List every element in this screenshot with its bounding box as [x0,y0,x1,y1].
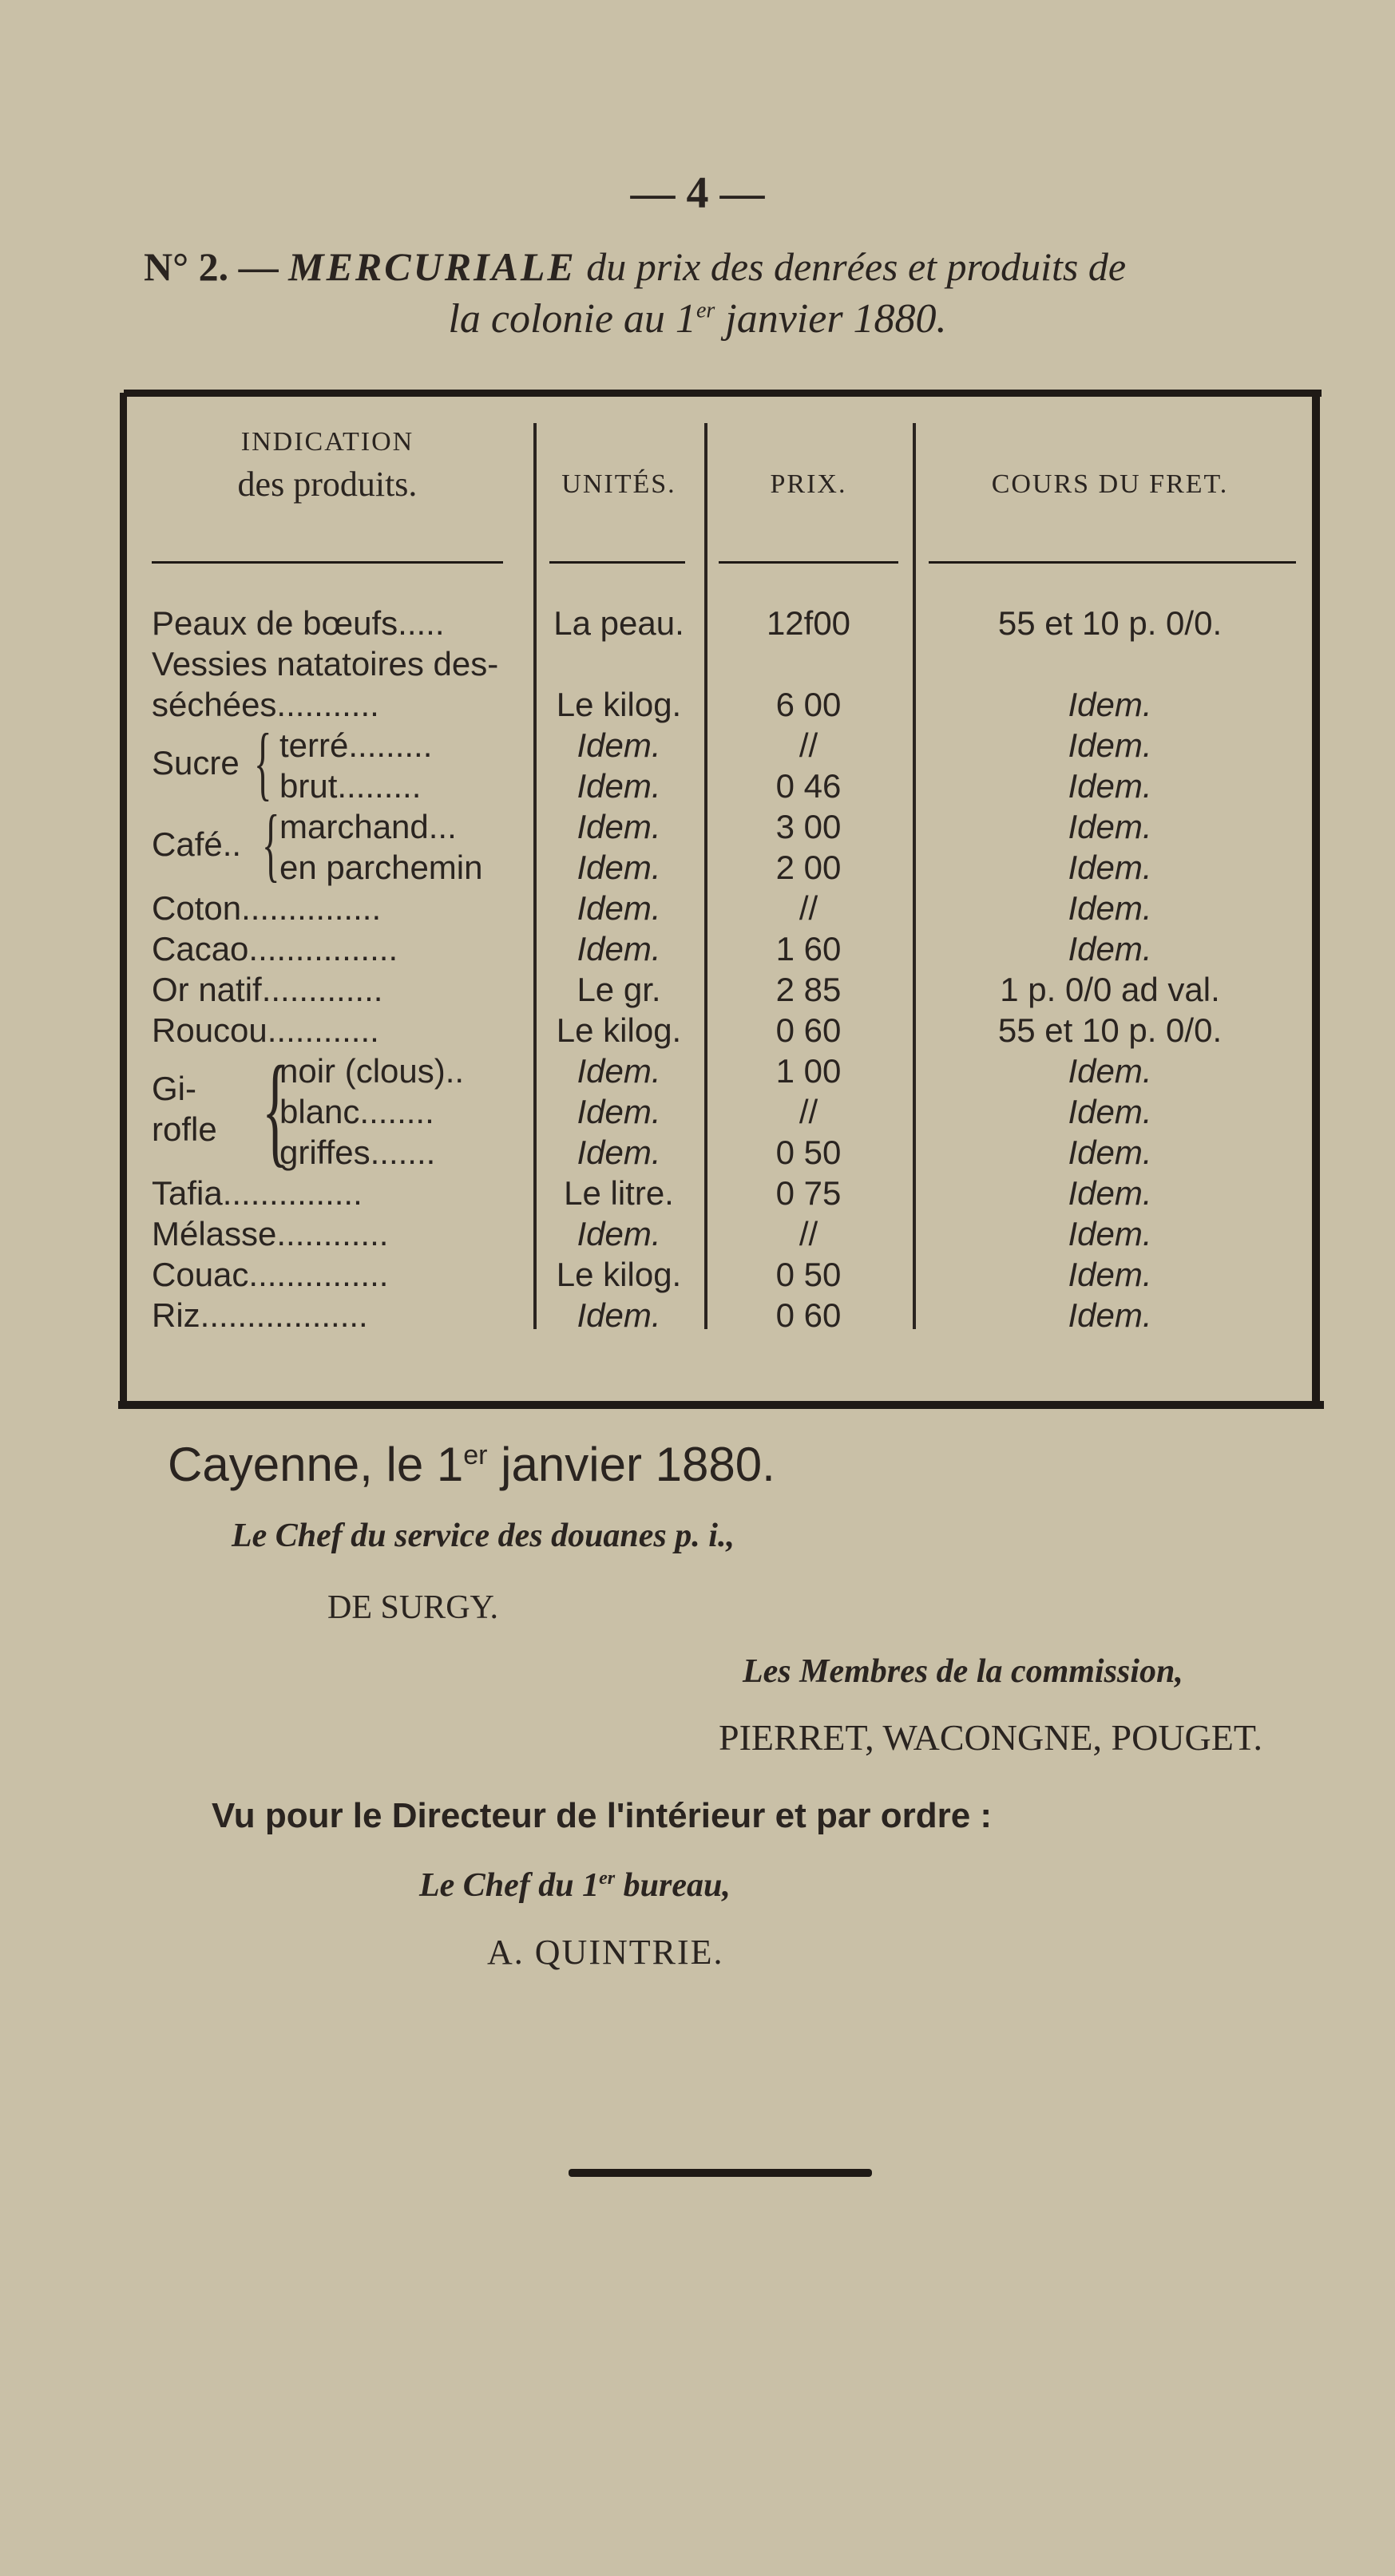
cell-unit: La peau. [553,604,684,642]
chef-bureau [419,1866,731,1905]
cell-product: Riz.................. [152,1296,368,1334]
title-number: N° 2. — [144,244,279,289]
cell-product: Vessies natatoires des- [152,645,499,683]
table-top-rule [124,390,1322,397]
header-fret: COURS DU FRET. [991,469,1229,499]
table-right-border [1312,393,1320,1407]
cell-unit: Le kilog. [556,686,682,723]
header-unites: UNITÉS. [561,469,676,499]
cell-price: 2 00 [775,849,842,886]
cell-unit: Idem. [577,930,661,967]
cell-fret: Idem. [1068,889,1152,927]
header-prix: PRIX. [770,469,847,499]
cell-fret: Idem. [1068,686,1152,723]
table-bottom-rule [118,1401,1324,1409]
cell-unit: Idem. [577,726,661,764]
cell-group-label: Café.. [152,825,242,863]
group-brace: { [254,717,272,809]
cell-price: 0 60 [775,1011,842,1049]
quintrie: A. QUINTRIE. [487,1933,724,1972]
cell-unit: Idem. [577,767,661,805]
subtitle-sup: er [696,298,715,323]
cell-price: 0 75 [775,1174,842,1212]
cell-fret: Idem. [1068,808,1152,845]
cell-price: // [799,1215,818,1252]
cell-price: // [799,726,818,764]
cell-unit: Idem. [577,1093,661,1130]
cell-price: 1 60 [775,930,842,967]
cell-fret: Idem. [1068,1256,1152,1293]
cell-unit: Le kilog. [556,1011,682,1049]
cell-fret: Idem. [1068,1174,1152,1212]
place-date-pre: Cayenne, le 1 [168,1438,464,1491]
table-left-border [120,393,127,1407]
page-number: — 4 — [630,168,765,218]
cell-price: // [799,889,818,927]
cell-unit: Idem. [577,808,661,845]
subtitle-pre: la colonie au 1 [448,296,696,342]
header-rule-1 [152,561,503,564]
cell-product: marchand... [279,808,457,845]
cell-unit: Le kilog. [556,1256,682,1293]
chef-douanes: Le Chef du service des douanes p. i., [232,1518,735,1554]
cell-product: séchées........... [152,686,379,723]
cell-unit: Idem. [577,1134,661,1171]
cell-unit: Idem. [577,1296,661,1334]
cell-product: Tafia............... [152,1174,363,1212]
header-rule-2 [549,561,685,564]
cell-product: Roucou............ [152,1011,379,1049]
cell-unit: Le gr. [577,971,661,1008]
chef-bureau-pre: Le Chef du 1 [419,1867,600,1904]
cell-fret: Idem. [1068,1296,1152,1334]
cell-fret: Idem. [1068,1215,1152,1252]
cell-unit: Idem. [577,889,661,927]
cell-price: 1 00 [775,1052,842,1090]
cell-price: 12f00 [766,604,851,642]
cell-fret: Idem. [1068,1093,1152,1130]
membres-names: PIERRET, WACONGNE, POUGET. [719,1717,1263,1758]
chef-bureau-post: bureau, [615,1867,731,1904]
cell-fret: Idem. [1068,930,1152,967]
closing-rule [569,2169,872,2177]
cell-unit: Idem. [577,1215,661,1252]
cell-price: 0 46 [775,767,842,805]
cell-product: blanc........ [279,1093,434,1130]
cell-product: Or natif............. [152,971,383,1008]
cell-product: terré......... [279,726,433,764]
header-indication [152,427,503,505]
cell-fret: Idem. [1068,1052,1152,1090]
place-date-post: janvier 1880. [487,1438,775,1491]
document-subtitle [0,295,1395,342]
header-indication-line2: des produits. [237,465,418,504]
cell-product: griffes....... [279,1134,436,1171]
cell-group-label: rofle [152,1110,217,1148]
title-rest: du prix des denrées et produits de [586,244,1127,289]
cell-product: Couac............... [152,1256,389,1293]
cell-group-label: Sucre [152,744,240,782]
cell-product: Coton............... [152,889,382,927]
cell-price: 6 00 [775,686,842,723]
cell-product: noir (clous).. [279,1052,465,1090]
header-rule-4 [929,561,1296,564]
cell-product: en parchemin [279,849,483,886]
cell-fret: 1 p. 0/0 ad val. [1000,971,1220,1008]
cell-fret: Idem. [1068,767,1152,805]
place-date-sup: er [463,1440,488,1470]
cell-price: 3 00 [775,808,842,845]
cell-price: 2 85 [775,971,842,1008]
cell-product: Peaux de bœufs..... [152,604,445,642]
cell-fret: 55 et 10 p. 0/0. [997,1011,1223,1049]
cell-fret: Idem. [1068,1134,1152,1171]
chef-bureau-sup: er [599,1868,616,1889]
cell-price: 0 50 [775,1256,842,1293]
vu-directeur: Vu pour le Directeur de l'intérieur et par ordre : [212,1796,993,1835]
cell-price: // [799,1093,818,1130]
membres-commission: Les Membres de la commission, [743,1653,1183,1690]
group-brace: { [262,1040,289,1178]
cell-product: brut......... [279,767,422,805]
cell-fret: 55 et 10 p. 0/0. [997,604,1223,642]
header-rule-3 [719,561,898,564]
title-main: MERCURIALE [288,244,577,289]
cell-unit: Idem. [577,849,661,886]
document-title [144,243,1126,290]
cell-price: 0 50 [775,1134,842,1171]
subtitle-post: janvier 1880. [715,296,947,342]
cell-unit: Le litre. [564,1174,674,1212]
group-brace: { [262,798,280,890]
cell-group-label: Gi- [152,1070,196,1107]
col-divider-3 [913,423,916,1329]
de-surgy: DE SURGY. [327,1589,498,1626]
cell-price: 0 60 [775,1296,842,1334]
header-indication-line1: INDICATION [240,427,414,457]
place-date [168,1437,775,1492]
cell-unit: Idem. [577,1052,661,1090]
cell-product: Mélasse............ [152,1215,389,1252]
cell-product: Cacao................ [152,930,398,967]
cell-fret: Idem. [1068,726,1152,764]
cell-fret: Idem. [1068,849,1152,886]
